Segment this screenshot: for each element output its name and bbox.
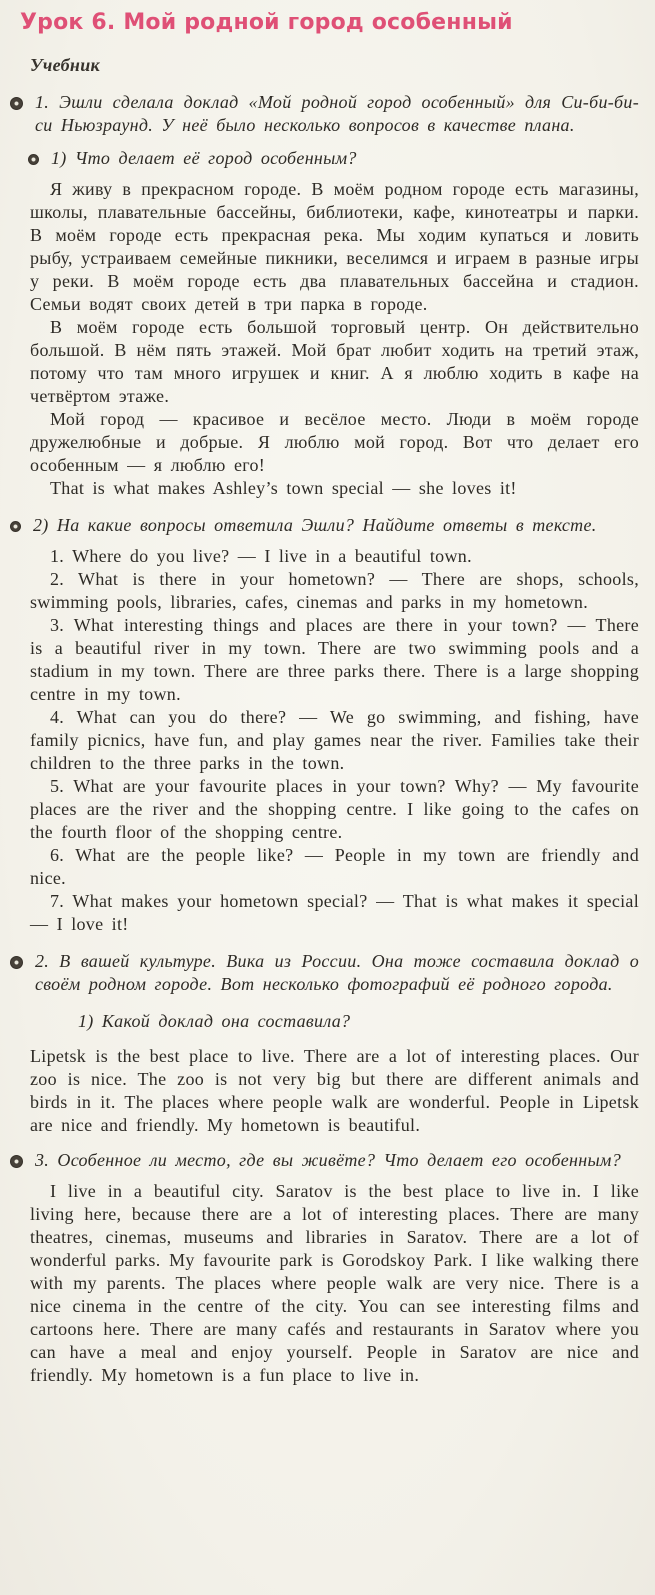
answer-paragraph-ru-1: Я живу в прекрасном городе. В моём родном городе есть магазины, школы, плавательные бассейны, библиотеки, кафе, кинотеатры и парки. В моём городе есть прекрасная река. Мы ходим купаться и ловить рыбу, устраиваем семейные пикники, веселимся и играем в разные игры у реки. В моём городе есть два плавательных бассейна и стадион. Семьи водят своих детей в три парка в городе. — [30, 179, 639, 315]
subtask-bullet-icon — [10, 521, 21, 532]
answer-paragraph-ru-3: Мой город — красивое и весёлое место. Люди в моём городе дружелюбные и добрые. Я люблю мой город. Вот что делает его особенным — я люблю его! — [30, 409, 639, 476]
answer-item-2: 2. What is there in your hometown? — There are shops, schools, swimming pools, libraries, cafes, cinemas and parks in my hometown. — [30, 569, 639, 613]
answer-item-6: 6. What are the people like? — People in my town are friendly and nice. — [30, 845, 639, 889]
answer-paragraph-saratov: I live in a beautiful city. Saratov is the best place to live in. I like living here, because there are a lot of interesting places. There are many theatres, cinemas, museums and libraries in Saratov. There are a lot of wonderful parks. My favourite park is Gorodskoy Park. I like walking there with my parents. The places where people walk are very nice. There is a nice cinema in the centre of the city. You can see interesting films and cartoons here. There are many cafés and restaurants in Saratov where you can have a meal and enjoy yourself. People in Saratov are nice and friendly. My hometown is a fun place to live in. — [30, 1181, 639, 1386]
task-bullet-icon — [10, 956, 23, 969]
answer-paragraph-ru-2: В моём городе есть большой торговый центр. Он действительно большой. В нём пять этажей. Мой брат любит ходить на третий этаж, потому что там много игрушек и книг. А я люблю ходить в кафе на четвёртом этаже. — [30, 317, 639, 407]
exercise-1-1-subtask — [48, 147, 639, 170]
section-heading: Учебник — [30, 55, 100, 76]
task-bullet-icon — [10, 97, 23, 110]
exercise-2-task — [30, 950, 639, 996]
exercise-3-task — [30, 1149, 639, 1172]
task-bullet-icon — [10, 1155, 23, 1168]
answer-item-4: 4. What can you do there? — We go swimming, and fishing, have family picnics, have fun, and play games near the river. Families take their children to the three parks in the town. — [30, 707, 639, 774]
exercise-3-task-text: 3. Особенное ли место, где вы живёте? Что делает его особенным? — [35, 1150, 622, 1171]
answer-item-1: 1. Where do you live? — I live in a beautiful town. — [50, 546, 472, 567]
subtask-bullet-icon — [28, 154, 39, 165]
answer-paragraph-lipetsk: Lipetsk is the best place to live. There are a lot of interesting places. Our zoo is nice. The zoo is not very big but there are different animals and birds in it. The places where people walk are wonderful. People in Lipetsk are nice and friendly. My hometown is beautiful. — [30, 1046, 639, 1136]
page-title: Урок 6. Мой родной город особенный — [20, 10, 513, 35]
exercise-1-task-text: 1. Эшли сделала доклад «Мой родной город особенный» для Си-би-би-си Ньюзраунд. У неё было несколько вопросов в качестве плана. — [35, 92, 639, 136]
exercise-1-2-subtask — [30, 514, 639, 537]
exercise-1-1-subtask-text: 1) Что делает её город особенным? — [51, 148, 357, 169]
exercise-2-1-subtask-text: 1) Какой доклад она составила? — [78, 1011, 351, 1032]
exercise-2-task-text: 2. В вашей культуре. Вика из России. Она тоже составила доклад о своём родном городе. Вот несколько фотографий её родного города. — [35, 951, 639, 995]
answer-line-en: That is what makes Ashley’s town special — she loves it! — [50, 478, 517, 499]
answers-list — [30, 545, 639, 936]
answer-item-5: 5. What are your favourite places in your town? Why? — My favourite places are the river and the shopping centre. I like going to the cafes on the fourth floor of the shopping centre. — [30, 776, 639, 843]
answer-item-3: 3. What interesting things and places are there in your town? — There is a beautiful river in my town. There are two swimming pools and a stadium in my town. There are three parks there. There is a large shopping centre in my town. — [30, 615, 639, 705]
answer-item-7: 7. What makes your hometown special? — That is what makes it special — I love it! — [30, 891, 639, 935]
exercise-1-2-subtask-text: 2) На какие вопросы ответила Эшли? Найдите ответы в тексте. — [33, 515, 597, 536]
exercise-1-task — [30, 91, 639, 137]
